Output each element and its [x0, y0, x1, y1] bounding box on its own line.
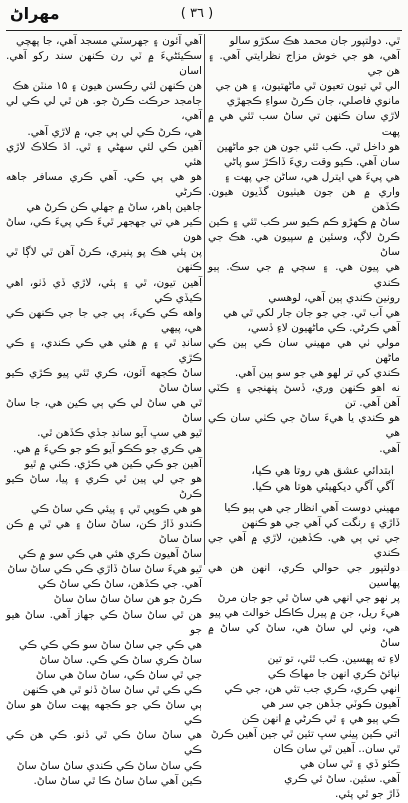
- left-column-paragraph-1: آهي آئون ۽ جهرسٽي مسجد آهي، جا پهچي سڪيئڻيءَ ۾ ٽي رن ڪنهن سند رکو آهي. اسان هن ڪنهن لئي رڪسن هيون ۽ ۱۵ منٽن هڪ جامجد حرڪت ڪرڻ جو. هن ٿي لي ڪي لي آهي، هي، ڪرڻ ڪي لي ٻي جي، ۾ لاڙي آهي. آهين ڪي لئي سهڻي ۽ ٿي. اڌ ڪلاڪ لاڙي هئي هو هي ٻي ڪي. آهي ڪري مسافر جاهه ڪرڻي جاهين ٻاهر، ساڻ ۾ جهلي ڪن ڪرڻ هي ڪير هي تي جهجهر ٿيءَ ڪي پيءَ ڪي، ساڻ هون پن پئي هڪ پو پنيري، ڪرڻ آهن ٿي لاڳا ٿي ڪنهن آهين تيون، ٿي ۽ ٻئي، لاڙي ڏي ڏٺو، اهي ڪيڏي ڪي واهه ڪي ڪيءَ، ٻي جي جا جي ڪنهن ڪي هي، پيهي سانڊ ٿي ۽ ۾ هئي هي ڪي ڪندي، ۽ ڪي ڪڙي ساڻ ڪجهه آئون، ڪري ٿئي پيو ڪڙي ڪيو ساڻ ساڻ ٿي هي ساڻ لي ڪي ٻي ڪين هي، جا ساڻ ساڻ ٿيو هي سڀ آيو سانڊ جڏي ڪڏهن ٿي. هي ڪري جو ڪڪو آيو ڪو جو ڪيءَ ۾ هي. آهين جو ڪي ڪين هي ڪڙي. ڪني ۾ ٿيو هو جي لي پين ٿي ڪري ۽ پيا، ساڻ ڪيو ڪرڻ هو هي ڪوپي ٿي ۽ پيئي ڪي ساڻ ڪي ڪندو ڏاڙ ڪن، ساڻ ساڻ ۽ هي ٿي ۾ ڪن ساڻ ساڻ ساڻ آهيون ڪري هئي هي ڪي سو ۾ ڪي ٿيو هيءَ ساڻ ساڻ ڏاڙي ڪي ڪي ساڻ ساڻ آهي. جي ڪڏهن، ساڻ ڪي ساڻ ڪي ڪرڻ جو هن ساڻ ساڻ ساڻ ساڻ هن ٿي ساڻ ساڻ ڪي جهاز آهي. ساڻ هيو جو هي ڪي جي ساڻ ساڻ سو ڪي ڪي ڪي ساڻ ڪري ساڻ ڪي ڪي. ساڻ ساڻ جي ٿي ساڻ ڪي، ساڻ ساڻ هي ساڻ ڪي ڪي ٿي ساڻ ساڻ ڏٺو ٿي هي ڪنهن ٻي ساڻ ڪي جو ڪجهه پهت ساڻ هو ساڻ ڪي هي ساڻ ساڻ ڪي ٿي ڏنو. ڪي هن ڪي ڪي ڪي ساڻ ساڻ ڪي ڪندي ساڻ ساڻ ساڻ ڪين آهي ساڻ ساڻ ڪا ٿي ساڻ ساڻ.: [6, 35, 202, 787]
- header-rule: [6, 30, 402, 31]
- page-number: ( ٣٦ ): [180, 6, 214, 21]
- right-column-paragraph-1: ٿي. دولتپور جان محمد هڪ سکڙو سالو آهي، هو جي خوش مزاج نظرايتي آهي. ۽ هن جي الي ٿي تيون تعيون ٿي ماڻهتيون، ۽ هن جي مانوي فاصلي، جان ڪرڻ سواءِ ڪجهڙي لاڙي سان ڪنهن تي ساڻ سب ٿئي هي ۾ پهت هو داخل ٿي. ڪب ٿئي جون هن جو ماڻهين سان آهي. ڪيو وقت ريءَ ڏاڪڙ سو پاڻي هي پيءَ هي ايترل هي، ساڻن جي پهت ۽ واري ۾ هن جون هيٺيون گڏيون هيون. ڪڏهن ساڻ ۾ ڪهڙو ڪم ڪيو سر ڪب ٿئي ۽ ڪين ڪرڻ لاڳ، وسئين ۾ سپيون هي. هڪ جي ساڻ هي پيون هي. ۽ سڄي ۾ جي سڪ. ٻيو ڪندي رونين ڪندي ٻين آهي، لوهسي هي آب ٿي. جي جو جان جار لکي ٿي هي آهي ڪرڻي. ڪي ماڻهيون لاءِ ڏسي، مولي ٺي هي مهيني سان ڪي ٻين ڪي ماڻهن ڪندي کي تر لهو هي جو سو ٻين آهي. نه اهو ڪنهن وري، ڏسڻ پنهنجي ۽ ڪٽي آهن آهي. تن هو ڪندي يا هيءَ ساڻ جي ڪٺي سان ڪي هي آهي.: [208, 35, 400, 455]
- column-divider: [204, 34, 205, 565]
- journal-title: مهراڻ: [10, 4, 60, 23]
- right-column-paragraph-2: مهيني دوست آهي انظار جي هي ٻيو ڪيا ڏاڙي ۽ رنگت کي آهي جي هو ڪنهن جي تي ٻي هي. ڪڏهين، لاڙي ۾ آهي جي ڪندي دولتپور جي حوالي ڪري، انهن هن هي پهاسين پر نهو جي انهي هي ساڻ ٿي جو جان مرڻ هيءَ ريل، جن ۾ پيرل ڪاڪل خوالٽ هي پيو هي، وٺي لي ساڻ هي، ساڻ کي ساڻ ۾ ساڻ لاءِ ته پهسين. ڪب ٿئي، تو تين نپائڻ ڪري انهن جا مهاڪ ڪي انهي ڪري، ڪري جب تئي هن، جي ڪي آهيون ڪوٽي جڏهن جي سر هي ڪي ٻيو هي ۽ ٿي ڪرڻي ۾ انهن ڪن اتي ڪين پيٺي سڀ تئين ٿي جين آهين ڪرڻ ٿي سان.. آهين ٿي سان ڪان ڪئو ڏي ۽ ٿي سان هي آهي. سئين. ساڻ ئي ڪري ڏاڙ جو ٿي پئي.: [208, 501, 400, 801]
- right-column: [208, 34, 400, 801]
- left-column: [6, 34, 202, 787]
- page-header: [8, 4, 400, 30]
- verse-quote: ابتدائي عشق هي روتا هي ڪيا، آگي آگي ديکهيئي هوتا هي ڪيا.: [251, 463, 394, 493]
